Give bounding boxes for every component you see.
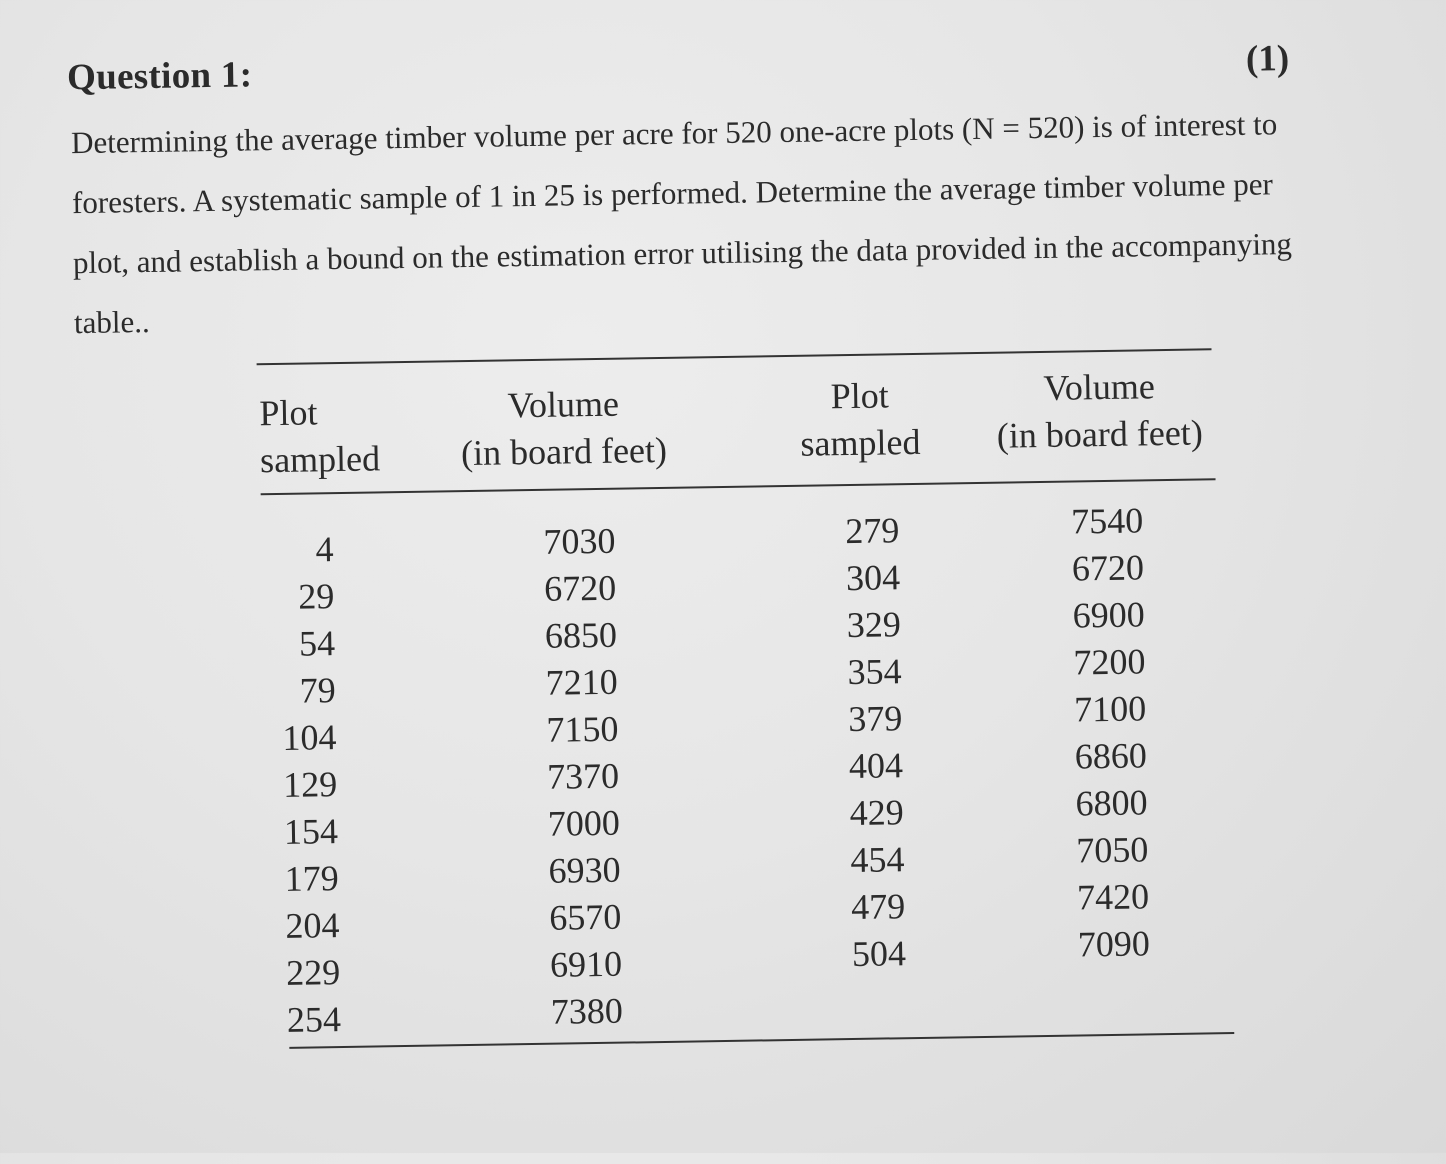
table-cell: 254 <box>286 999 342 1040</box>
header-line: (in board feet) <box>996 412 1204 456</box>
header-plot-sampled-left <box>259 388 380 484</box>
table-cell: 54 <box>298 623 336 664</box>
header-line: Plot <box>830 375 890 417</box>
table-cell: 179 <box>284 858 340 899</box>
table-cell: 7380 <box>550 990 624 1032</box>
table-cell: 6860 <box>1074 735 1148 777</box>
table-cell: 304 <box>845 557 901 599</box>
table-cell: 429 <box>849 792 905 834</box>
table-cell: 404 <box>848 745 904 787</box>
table-cell: 7100 <box>1073 688 1147 730</box>
header-volume-left <box>443 380 684 478</box>
header-line: sampled <box>800 421 921 464</box>
question-text <box>71 93 1365 353</box>
table-cell: 154 <box>283 811 339 852</box>
question-line: table.. <box>73 303 150 341</box>
table-cell: 229 <box>285 952 341 993</box>
question-line: foresters. A systematic sample of 1 in 25 is performed. Determine the average timber volume per <box>71 166 1274 221</box>
table-cell: 7210 <box>545 661 618 703</box>
table-cell: 204 <box>285 905 340 946</box>
table-cell: 454 <box>850 839 905 881</box>
table-cell: 354 <box>847 651 902 693</box>
header-line: Plot <box>259 392 318 434</box>
table-header-rule <box>261 478 1216 495</box>
table-cell: 104 <box>282 717 337 758</box>
table-cell: 6850 <box>544 614 618 656</box>
table-cell: 379 <box>847 698 903 740</box>
column-plot-sampled-left <box>251 526 341 1044</box>
table-cell: 7030 <box>543 520 616 562</box>
question-title: Question 1: <box>66 54 253 99</box>
table-cell: 7370 <box>546 755 620 797</box>
table-cell: 479 <box>850 886 906 928</box>
column-volume-right <box>1039 497 1150 969</box>
table-cell: 7090 <box>1077 923 1151 965</box>
table-cell: 6570 <box>549 896 622 938</box>
table-cell: 29 <box>297 576 335 617</box>
column-volume-left <box>511 518 623 1037</box>
question-line: plot, and establish a bound on the estimation error utilising the data provided in the accompanying <box>72 226 1293 281</box>
table-cell: 7540 <box>1070 500 1144 542</box>
header-line: Volume <box>1043 366 1156 408</box>
table-cell: 4 <box>315 529 334 570</box>
header-line: (in board feet) <box>460 429 668 474</box>
table-cell: 6720 <box>543 567 617 609</box>
table-cell: 6900 <box>1072 594 1145 636</box>
table-cell: 129 <box>282 764 338 805</box>
table-cell: 7000 <box>547 802 621 844</box>
table-cell: 6910 <box>549 943 623 985</box>
table-cell: 7150 <box>546 708 619 750</box>
table-bottom-rule <box>289 1032 1234 1049</box>
table-cell: 329 <box>846 604 902 646</box>
header-line: sampled <box>259 438 381 481</box>
header-line: Volume <box>507 383 620 426</box>
table-cell: 279 <box>844 510 900 552</box>
table-cell: 79 <box>299 670 337 711</box>
table-cell: 7050 <box>1076 829 1149 871</box>
question-marks: (1) <box>1245 38 1290 80</box>
table-cell: 6930 <box>548 849 621 891</box>
table-cell: 6800 <box>1075 782 1148 824</box>
header-volume-right <box>979 362 1220 460</box>
table-cell: 7200 <box>1073 641 1146 683</box>
header-plot-sampled-right <box>787 372 933 468</box>
table-cell: 504 <box>851 933 907 975</box>
question-line: Determining the average timber volume per acre for 520 one-acre plots (N = 520) is of interest to <box>70 106 1278 161</box>
table-cell: 7420 <box>1076 876 1150 918</box>
table-cell: 6720 <box>1071 547 1145 589</box>
column-plot-sampled-right <box>819 507 906 978</box>
table-top-rule <box>257 348 1212 365</box>
